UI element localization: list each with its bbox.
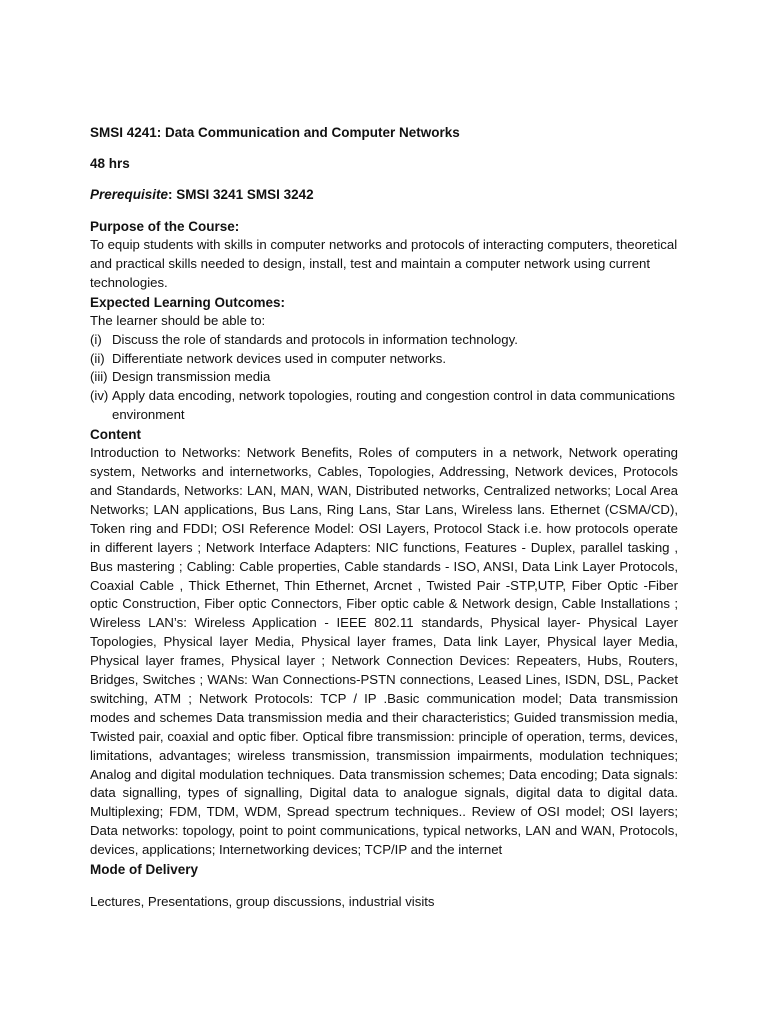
outcome-item bbox=[90, 387, 678, 425]
outcome-text: Discuss the role of standards and protocols in information technology. bbox=[112, 331, 518, 347]
content-text: Introduction to Networks: Network Benefits, Roles of computers in a network, Network operating system, Networks and internetworks, Cables, Topologies, Addressing, Network devices, Protocols and Standards, Networks: LAN, MAN, WAN, Distributed networks, Centralized networks; Local Area Networks; LAN applications, Bus Lans, Ring Lans, Star Lans, Wireless lans. Ethernet (CSMA/CD), Token ring and FDDI; OSI Reference Model: OSI Layers, Protocol Stack i.e. how protocols operate in different layers ; Network Interface Adapters: NIC functions, Features - Duplex, parallel tasking , Bus mastering ; Cabling: Cable properties, Cable standards - ISO, ANSI, Data Link Layer Protocols, Coaxial Cable , Thick Ethernet, Thin Ethernet, Arcnet , Twisted Pair -STP,UTP, Fiber Optic -Fiber optic Construction, Fiber optic Connectors, Fiber optic cable & Network design, Cable Installations ; Wireless LAN’s: Wireless Application - IEEE 802.11 standards, Physical layer- Physical Layer Topologies, Physical layer Media, Physical layer frames, Data link Layer, Physical layer Media, Physical layer frames, Physical layer ; Network Connection Devices: Repeaters, Hubs, Routers, Bridges, Switches ; WANs: Wan Connections-PSTN connections, Leased Lines, ISDN, DSL, Packet switching, ATM ; Network Protocols: TCP / IP .Basic communication model; Data transmission modes and schemes Data transmission media and their characteristics; Guided transmission media, Twisted pair, coaxial and optic fiber. Optical fibre transmission: principle of operation, terms, devices, limitations, advantages; wireless transmission, transmission impairments, modulation techniques; Analog and digital modulation techniques. Data transmission schemes; Data encoding; Data signals: data signalling, types of signalling, Digital data to analogue signals, digital data to digital data. Multiplexing; FDM, TDM, WDM, Spread spectrum techniques.. Review of OSI model; OSI layers; Data networks: topology, point to point communications, typical networks, LAN and WAN, Protocols, devices, applications; Internetworking devices; TCP/IP and the internet bbox=[90, 445, 678, 858]
outcome-item bbox=[90, 368, 678, 387]
course-hours: 48 hrs bbox=[90, 156, 130, 171]
outcome-number: (iii) bbox=[90, 369, 108, 385]
outcome-text: Apply data encoding, network topologies, routing and congestion control in data communications environment bbox=[112, 388, 676, 423]
prerequisite-line bbox=[90, 186, 678, 204]
content-heading: Content bbox=[90, 427, 141, 443]
outcome-number: (i) bbox=[90, 331, 102, 347]
prerequisite-value: : SMSI 3241 SMSI 3242 bbox=[168, 187, 314, 202]
outcome-text: Differentiate network devices used in computer networks. bbox=[112, 350, 447, 366]
delivery-text: Lectures, Presentations, group discussions, industrial visits bbox=[90, 894, 435, 910]
outcome-item bbox=[90, 350, 678, 369]
outcome-number: (ii) bbox=[90, 350, 105, 366]
outcome-item bbox=[90, 331, 678, 350]
outcomes-heading: Expected Learning Outcomes: bbox=[90, 294, 286, 310]
delivery-heading: Mode of Delivery bbox=[90, 862, 199, 878]
purpose-heading: Purpose of the Course: bbox=[90, 219, 240, 234]
outcomes-list bbox=[90, 331, 678, 426]
outcomes-intro: The learner should be able to: bbox=[90, 312, 266, 328]
outcome-text: Design transmission media bbox=[112, 369, 271, 385]
course-title: SMSI 4241: Data Communication and Computer Networks bbox=[90, 125, 460, 140]
outcome-number: (iv) bbox=[90, 388, 109, 404]
purpose-text: To equip students with skills in computer networks and protocols of interacting computers, theoretical and practical skills needed to design, install, test and maintain a computer network using current technologies. bbox=[90, 237, 678, 290]
prerequisite-label: Prerequisite bbox=[90, 187, 169, 202]
